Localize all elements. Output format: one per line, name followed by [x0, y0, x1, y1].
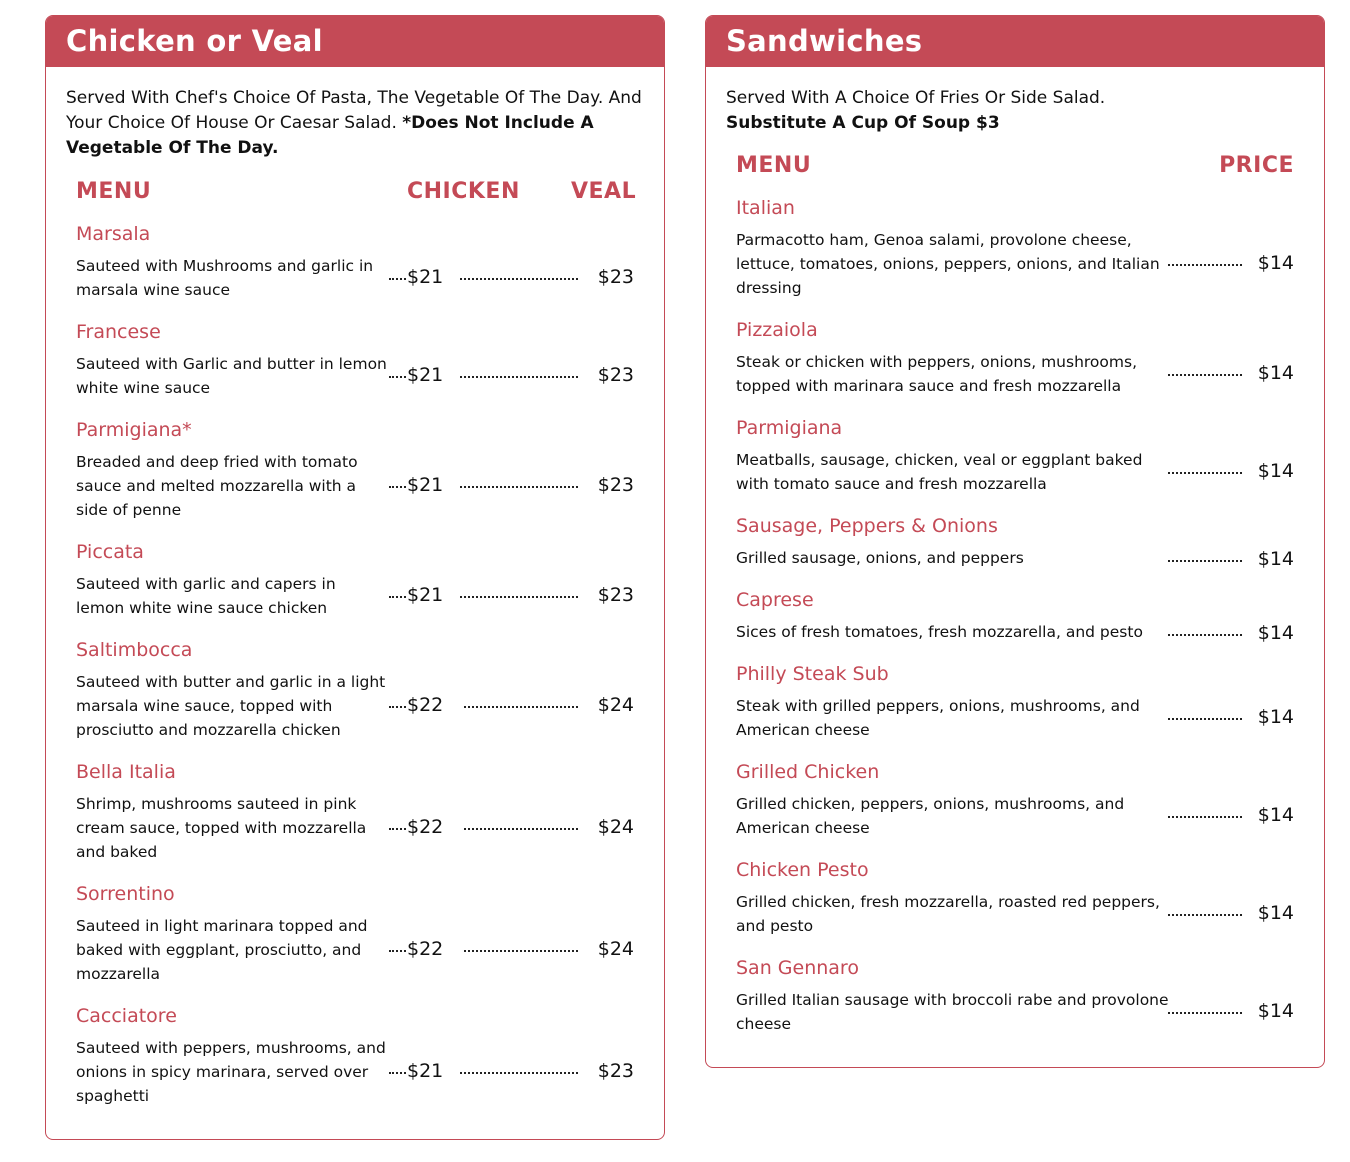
sandwich-price: $14: [1257, 706, 1294, 728]
menu-item-name: Caprese: [736, 589, 814, 611]
menu-item-description: Grilled Italian sausage with broccoli rabe and provolone cheese: [736, 991, 1169, 1033]
chicken-veal-section: [45, 15, 665, 1140]
sandwich-price: $14: [1257, 548, 1294, 570]
price-leader: [389, 1072, 406, 1074]
menu-item-description: Grilled chicken, peppers, onions, mushrooms, and American cheese: [736, 795, 1125, 837]
section-title-sandwiches: Sandwiches: [706, 16, 1324, 67]
veal-price: $24: [597, 816, 634, 838]
price-leader: [460, 596, 578, 598]
menu-item-name: Chicken Pesto: [736, 859, 869, 881]
price-leader: [389, 486, 406, 488]
price-leader: [1168, 816, 1242, 818]
sandwich-price: $14: [1257, 902, 1294, 924]
price-leader: [464, 950, 578, 952]
menu-item-name: Parmigiana: [736, 417, 843, 439]
menu-item-description: Sices of fresh tomatoes, fresh mozzarella, and pesto: [736, 623, 1143, 641]
section-intro-chicken-veal: [66, 86, 646, 161]
price-leader: [389, 706, 406, 708]
sandwich-price: $14: [1257, 622, 1294, 644]
price-leader: [460, 1072, 578, 1074]
sandwich-price: $14: [1257, 460, 1294, 482]
chicken-price: $22: [407, 938, 444, 960]
section-title-chicken-veal: Chicken or Veal: [46, 16, 664, 67]
menu-item-description: Sauteed with butter and garlic in a light marsala wine sauce, topped with prosciutto and mozzarella chicken: [76, 673, 386, 739]
price-leader: [464, 828, 578, 830]
menu-item-description: Shrimp, mushrooms sauteed in pink cream sauce, topped with mozzarella and baked: [76, 795, 367, 861]
column-header-veal: VEAL: [571, 179, 637, 204]
menu-item-name: Italian: [736, 197, 795, 219]
menu-item-name: Grilled Chicken: [736, 761, 880, 783]
menu-item-description: Steak or chicken with peppers, onions, mushrooms, topped with marinara sauce and fresh mozzarella: [736, 353, 1137, 395]
price-leader: [389, 950, 406, 952]
price-leader: [1168, 634, 1242, 636]
sandwich-price: $14: [1257, 252, 1294, 274]
price-leader: [460, 278, 578, 280]
price-leader: [1168, 264, 1242, 266]
chicken-price: $21: [407, 584, 444, 606]
menu-item-name: Philly Steak Sub: [736, 663, 889, 685]
veal-price: $23: [597, 364, 634, 386]
menu-item-name: Marsala: [76, 223, 151, 245]
sandwich-price: $14: [1257, 804, 1294, 826]
menu-item-name: Bella Italia: [76, 761, 176, 783]
price-leader: [460, 486, 578, 488]
price-leader: [464, 706, 578, 708]
menu-item-description: Sauteed with peppers, mushrooms, and onions in spicy marinara, served over spaghetti: [76, 1039, 386, 1105]
veal-price: $23: [597, 584, 634, 606]
intro-note: Substitute A Cup Of Soup $3: [726, 113, 1000, 133]
column-header-menu: MENU: [736, 153, 812, 178]
price-leader: [1168, 374, 1242, 376]
veal-price: $23: [597, 474, 634, 496]
price-leader: [389, 278, 406, 280]
menu-item-name: Parmigiana*: [76, 419, 192, 441]
price-leader: [1168, 914, 1242, 916]
price-leader: [389, 376, 406, 378]
menu-item-description: Grilled chicken, fresh mozzarella, roasted red peppers, and pesto: [736, 893, 1160, 935]
veal-price: $23: [597, 1060, 634, 1082]
chicken-price: $21: [407, 1060, 444, 1082]
price-leader: [389, 828, 406, 830]
menu-item-description: Breaded and deep fried with tomato sauce and melted mozzarella with a side of penne: [76, 453, 358, 519]
column-header-menu: MENU: [76, 179, 152, 204]
menu-item-name: Cacciatore: [76, 1005, 177, 1027]
menu-item-name: Sausage, Peppers & Onions: [736, 515, 998, 537]
sandwich-price: $14: [1257, 1000, 1294, 1022]
menu-item-name: Sorrentino: [76, 883, 175, 905]
menu-item-description: Sauteed with Mushrooms and garlic in marsala wine sauce: [76, 257, 374, 299]
menu-item-name: San Gennaro: [736, 957, 859, 979]
price-leader: [1168, 718, 1242, 720]
menu-item-description: Grilled sausage, onions, and peppers: [736, 549, 1024, 567]
menu-item-description: Sauteed in light marinara topped and baked with eggplant, prosciutto, and mozzarella: [76, 917, 368, 983]
price-leader: [1168, 560, 1242, 562]
chicken-price: $22: [407, 694, 444, 716]
menu-item-name: Francese: [76, 321, 161, 343]
veal-price: $24: [597, 694, 634, 716]
section-intro-sandwiches: [726, 86, 1306, 136]
veal-price: $24: [597, 938, 634, 960]
price-leader: [1168, 1012, 1242, 1014]
menu-item-name: Saltimbocca: [76, 639, 193, 661]
chicken-price: $22: [407, 816, 444, 838]
price-leader: [389, 596, 406, 598]
menu-item-description: Steak with grilled peppers, onions, mushrooms, and American cheese: [736, 697, 1140, 739]
menu-item-description: Meatballs, sausage, chicken, veal or eggplant baked with tomato sauce and fresh mozzarella: [736, 451, 1143, 493]
column-header-price: PRICE: [1219, 153, 1294, 178]
intro-text: Served With Chef's Choice Of Pasta, The Vegetable Of The Day. And Your Choice Of House Or Caesar Salad.: [66, 88, 642, 133]
menu-item-name: Pizzaiola: [736, 319, 818, 341]
menu-item-name: Piccata: [76, 541, 144, 563]
veal-price: $23: [597, 266, 634, 288]
price-leader: [460, 376, 578, 378]
menu-item-description: Sauteed with garlic and capers in lemon white wine sauce chicken: [76, 575, 336, 617]
intro-note: *Does Not Include A Vegetable Of The Day.: [66, 113, 594, 158]
sandwiches-section: [705, 15, 1325, 1068]
menu-item-description: Sauteed with Garlic and butter in lemon white wine sauce: [76, 355, 387, 397]
price-leader: [1168, 472, 1242, 474]
chicken-price: $21: [407, 364, 444, 386]
sandwich-price: $14: [1257, 362, 1294, 384]
chicken-price: $21: [407, 474, 444, 496]
intro-text: Served With A Choice Of Fries Or Side Salad.: [726, 88, 1106, 108]
menu-item-description: Parmacotto ham, Genoa salami, provolone cheese, lettuce, tomatoes, onions, peppers, onions, and Italian dressing: [736, 231, 1160, 297]
chicken-price: $21: [407, 266, 444, 288]
column-header-chicken: CHICKEN: [407, 179, 520, 204]
